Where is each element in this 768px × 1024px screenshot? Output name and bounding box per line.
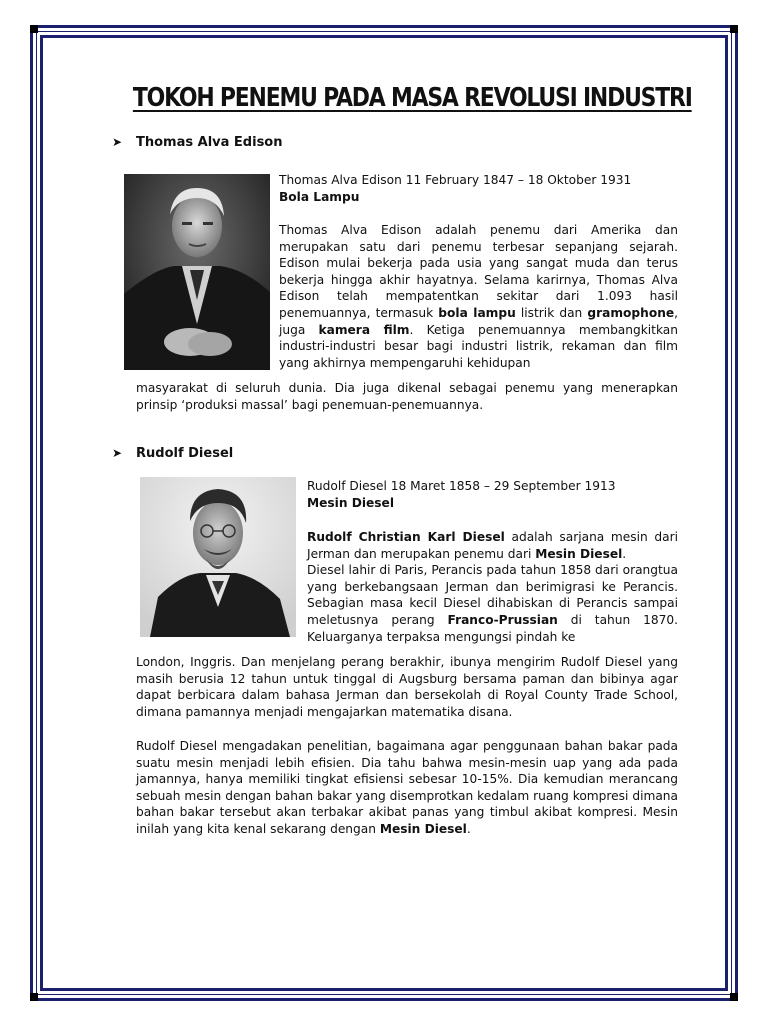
border-corner-bottom-left [30, 993, 38, 1001]
border-corner-bottom-right [730, 993, 738, 1001]
border-corner-top-left [30, 25, 38, 33]
diesel-bold-full-name: Rudolf Christian Karl Diesel [307, 530, 505, 544]
edison-bold-bola-lampu: bola lampu [438, 305, 516, 320]
edison-bold-kamera-film: kamera film [318, 322, 410, 337]
edison-body-text-2: listrik dan [520, 305, 583, 320]
edison-body-text-3: , juga [279, 305, 679, 337]
diesel-body-text-4: di tahun 1870. Keluarganya terpaksa mengungsi pindah ke [307, 612, 679, 644]
arrow-bullet-icon: ➤ [112, 446, 123, 460]
diesel-body-wrapped [307, 529, 678, 645]
edison-body-text-4: . Ketiga penemuannya membangkitkan industri-industri besar bagi industri listrik, rekaman dan film yang akhirnya mempengaruhi kehidupan [279, 322, 678, 370]
arrow-bullet-icon: ➤ [112, 135, 123, 149]
heading-label: Thomas Alva Edison [136, 135, 283, 150]
edison-portrait-photo [124, 174, 270, 370]
diesel-body-full-width-1: London, Inggris. Dan menjelang perang berakhir, ibunya mengirim Rudolf Diesel yang masih berusia 12 tahun untuk tinggal di Augsburg bersama paman dan bibinya agar dapat berbicara dalam bahasa Jerman dan bersekolah di Royal County Trade School, dimana pamannya menjadi mengajarkan matematika disana. [136, 655, 678, 719]
edison-body-full-width: masyarakat di seluruh dunia. Dia juga dikenal sebagai penemu yang menerapkan prinsip ‘produksi massal’ bagi penemuan-penemuannya. [136, 381, 678, 412]
diesel-bold-mesin-diesel: Mesin Diesel [535, 546, 623, 561]
border-corner-top-right [730, 25, 738, 33]
diesel-body-text-1: adalah sarjana mesin dari Jerman dan merupakan penemu dari [307, 530, 679, 561]
diesel-portrait-photo [140, 477, 296, 637]
heading-label: Rudolf Diesel [136, 446, 234, 461]
edison-body-text-1: Thomas Alva Edison adalah penemu dari Amerika dan merupakan satu dari penemu terbesar sepanjang sejarah. Edison mulai bekerja pada usia yang sangat muda dan terus bekerja hingga akhir hayatnya. Selama karirnya, Thomas Alva Edison telah mempatentkan sekitar dari 1.093 hasil penemuannya, termasuk [279, 223, 678, 320]
diesel-body-text-6: . [466, 821, 471, 836]
edison-dates: Thomas Alva Edison 11 February 1847 – 18 Oktober 1931 [279, 173, 632, 187]
edison-body-wrapped [279, 222, 678, 371]
edison-invention: Bola Lampu [279, 190, 360, 204]
diesel-body-text-2: . [622, 546, 627, 561]
page-title: TOKOH PENEMU PADA MASA REVOLUSI INDUSTRI [132, 83, 692, 113]
section-heading-diesel [112, 444, 233, 463]
section-heading-edison [112, 133, 283, 152]
diesel-dates: Rudolf Diesel 18 Maret 1858 – 29 September 1913 [307, 479, 616, 493]
diesel-bold-franco-prussian: Franco-Prussian [447, 612, 558, 627]
diesel-invention: Mesin Diesel [307, 496, 395, 510]
edison-bold-gramophone: gramophone [587, 305, 675, 320]
diesel-body-text-3: Diesel lahir di Paris, Perancis pada tahun 1858 dari orangtua yang berkebangsaan Jerman dan berimigrasi ke Perancis. Sebagian masa kecil Diesel dihabiskan di Perancis sampai meletusnya perang [307, 563, 678, 627]
diesel-bold-mesin-diesel-2: Mesin Diesel [379, 821, 467, 836]
diesel-body-text-5: Rudolf Diesel mengadakan penelitian, bagaimana agar penggunaan bahan bakar pada suatu mesin menjadi lebih efisien. Dia tahu bahwa mesin-mesin uap yang ada pada jamannya, hanya memiliki tingkat efisiensi sebesar 10-15%. Dia kemudian merancang sebuah mesin dengan bahan bakar yang disemprotkan kedalam ruang kompresi dimana bahan bakar tersebut akan terbakar akibat panas yang timbul akibat kompresi. Mesin inilah yang kita kenal sekarang dengan [136, 739, 678, 836]
diesel-body-full-width-2 [136, 738, 678, 838]
